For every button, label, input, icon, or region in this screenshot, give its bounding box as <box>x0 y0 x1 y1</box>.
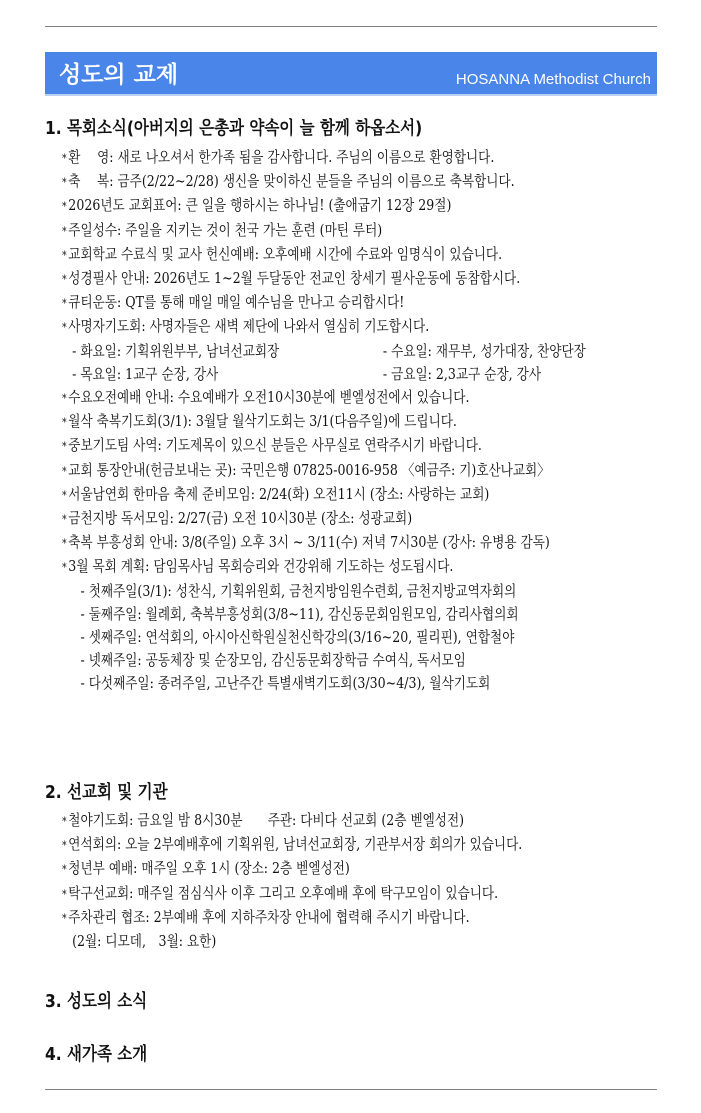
list-item: * 연석회의: 오늘 2부예배후에 기획위원, 남녀선교회장, 기관부서장 회의가 있습니다. <box>62 835 523 854</box>
list-item: * 성경필사 안내: 2026년도 1~2월 두달동안 전교인 창세기 필사운동에 동참합시다. <box>62 269 521 288</box>
list-item: * 축 복: 금주(2/22~2/28) 생신을 맞이하신 분들을 주님의 이름으로 축복합니다. <box>62 172 515 191</box>
bullet-icon: * <box>62 464 67 478</box>
list-item: * 교회 통장안내(헌금보내는 곳): 국민은행 07825-0016-958 〈예금주: 기)호산나교회〉 <box>62 460 550 479</box>
list-item: * 월삭 축복기도회(3/1): 3월달 월삭기도회는 3/1(다음주일)에 드립니다. <box>62 412 457 431</box>
bullet-icon: * <box>62 248 67 262</box>
list-item: * 청년부 예배: 매주일 오후 1시 (장소: 2층 벧엘성전) <box>62 859 350 878</box>
parking-duty-note: (2월: 디모데, 3월: 요한) <box>72 932 217 951</box>
list-item: * 탁구선교회: 매주일 점심식사 이후 그리고 오후예배 후에 탁구모임이 있습니다. <box>62 883 499 902</box>
top-divider <box>45 26 657 27</box>
section-2-list <box>62 809 610 953</box>
list-item: * 큐티운동: QT를 통해 매일 매일 예수님을 만나고 승리합시다! <box>62 293 405 312</box>
march-plan-item: - 셋째주일: 연석회의, 아시아신학원실천신학강의(3/16~20, 필리핀), 연합철야 <box>80 628 515 647</box>
bullet-icon: * <box>62 887 67 901</box>
march-plan-item: - 둘째주일: 월례회, 축복부흥성회(3/8~11), 감신동문회임원모임, 감리사협의회 <box>80 604 519 623</box>
march-plan-item: - 넷째주일: 공동체장 및 순장모임, 감신동문회장학금 수여식, 독서모임 <box>80 651 466 670</box>
list-item: * 서울남연회 한마음 축제 준비모임: 2/24(화) 오전11시 (장소: 사랑하는 교회) <box>62 484 490 503</box>
bullet-icon: * <box>62 815 67 828</box>
bullet-icon: * <box>62 839 67 853</box>
bullet-icon: * <box>62 200 67 214</box>
list-item: * 금천지방 독서모임: 2/27(금) 오전 10시30분 (장소: 성광교회) <box>62 509 413 528</box>
list-item: * 철야기도회: 금요일 밤 8시30분 주관: 다비다 선교회 (2층 벧엘성전) <box>62 811 465 829</box>
bullet-icon: * <box>62 176 67 190</box>
march-plan-item: - 다섯째주일: 종려주일, 고난주간 특별새벽기도회(3/30~4/3), 월삭기도회 <box>80 674 491 693</box>
church-name: HOSANNA Methodist Church <box>455 71 651 88</box>
list-item: * 주일성수: 주일을 지키는 것이 천국 가는 훈련 (마틴 루터) <box>62 220 383 239</box>
bullet-icon: * <box>62 911 67 925</box>
bullet-icon: * <box>62 416 67 430</box>
list-item: * 환 영: 새로 나오셔서 한가족 됨을 감사합니다. 주님의 이름으로 환영합니다. <box>62 148 495 166</box>
bullet-icon: * <box>62 392 67 406</box>
bullet-icon: * <box>62 297 67 311</box>
bottom-divider <box>45 1089 657 1090</box>
bullet-icon: * <box>62 152 67 165</box>
list-item: * 축복 부흥성회 안내: 3/8(주일) 오후 3시 ~ 3/11(수) 저녁 7시30분 (강사: 유병용 감독) <box>62 533 550 552</box>
page-banner <box>45 52 657 96</box>
section-title-2: 2. 선교회 및 기관 <box>45 782 168 803</box>
bullet-icon: * <box>62 561 67 575</box>
bullet-icon: * <box>62 224 67 238</box>
section-title-4: 4. 새가족 소개 <box>45 1044 148 1065</box>
bullet-icon: * <box>62 440 67 454</box>
bullet-icon: * <box>62 513 67 527</box>
list-item: * 주차관리 협조: 2부예배 후에 지하주차장 안내에 협력해 주시기 바랍니다. <box>62 907 470 926</box>
list-item: * 수요오전예배 안내: 수요예배가 오전10시30분에 벧엘성전에서 있습니다. <box>62 388 470 407</box>
list-item: * 교회학교 수료식 및 교사 헌신예배: 오후예배 시간에 수료와 임명식이 있습니다. <box>62 244 503 263</box>
bullet-icon: * <box>62 537 67 551</box>
bullet-icon: * <box>62 488 67 502</box>
bullet-icon: * <box>62 863 67 877</box>
section-1-list <box>62 146 686 696</box>
bullet-icon: * <box>62 273 67 287</box>
section-title-1: 1. 목회소식(아버지의 은총과 약속이 늘 함께 하옵소서) <box>45 118 423 139</box>
list-item: * 2026년도 교회표어: 큰 일을 행하시는 하나님! (출애굽기 12장 29절) <box>62 196 452 215</box>
prayer-schedule-row: - 목요일: 1교구 순장, 강사 - 금요일: 2,3교구 순장, 강사 <box>72 364 541 383</box>
list-item: * 중보기도팀 사역: 기도제목이 있으신 분들은 사무실로 연락주시기 바랍니다. <box>62 436 482 455</box>
section-title-3: 3. 성도의 소식 <box>45 991 148 1012</box>
bullet-icon: * <box>62 321 67 335</box>
banner-title: 성도의 교제 <box>59 62 179 88</box>
march-plan-item: - 첫째주일(3/1): 성찬식, 기획위원회, 금천지방임원수련회, 금천지방교역자회의 <box>80 581 517 600</box>
list-item: * 3월 목회 계획: 담임목사님 목회승리와 건강위해 기도하는 성도됩시다. <box>62 557 454 576</box>
prayer-schedule-row: - 화요일: 기획위원부부, 남녀선교회장 - 수요일: 재무부, 성가대장, 찬양단장 <box>72 341 586 360</box>
list-item: * 사명자기도회: 사명자들은 새벽 제단에 나와서 열심히 기도합시다. <box>62 317 430 336</box>
